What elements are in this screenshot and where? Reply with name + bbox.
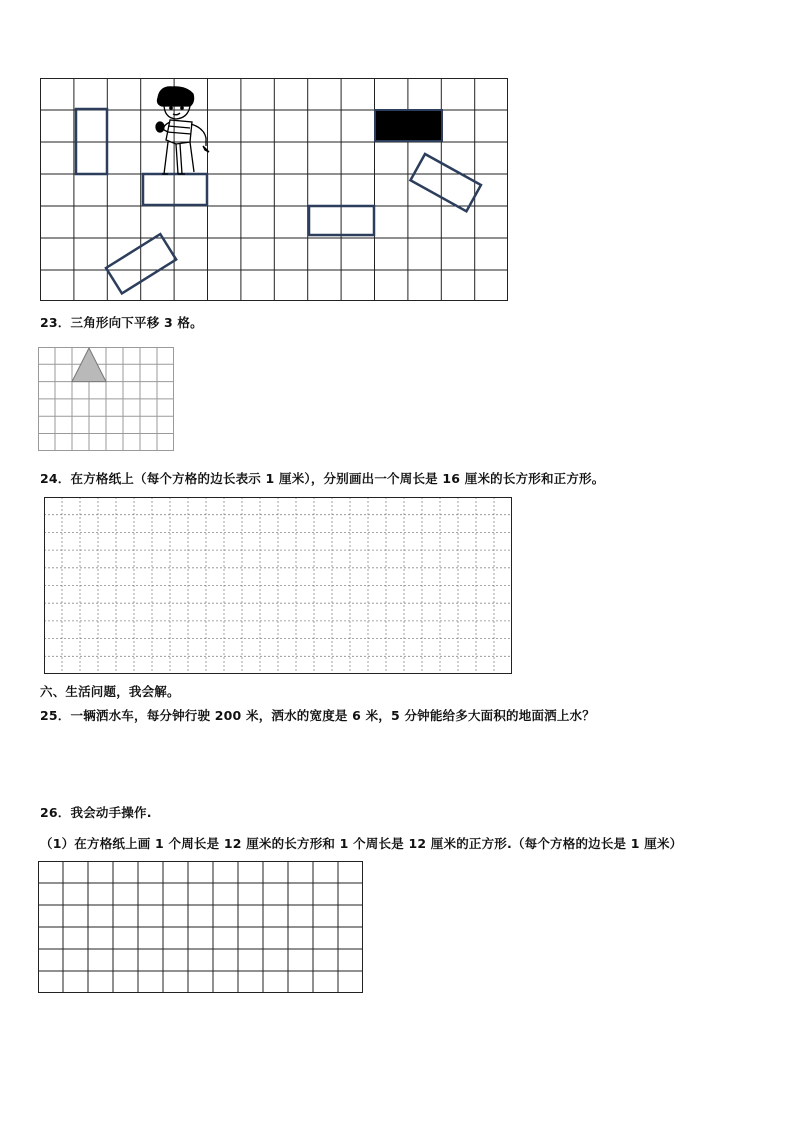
tilted-rectangle-right xyxy=(410,154,481,211)
question-23-text: 23．三角形向下平移 3 格。 xyxy=(40,315,203,330)
question-26-part1-text: （1）在方格纸上画 1 个周长是 12 厘米的长方形和 1 个周长是 12 厘米的正方形.（每个方格的边长是 1 厘米） xyxy=(40,836,683,851)
answer-grid xyxy=(38,861,364,994)
dotted-grid-paper xyxy=(44,497,514,675)
section-6-heading: 六、生活问题，我会解。 xyxy=(40,684,180,699)
shapes-grid-figure xyxy=(40,78,510,302)
black-rectangle xyxy=(375,110,442,141)
question-25-text: 25．一辆洒水车，每分钟行驶 200 米，洒水的宽度是 6 米，5 分钟能给多大面积的地面洒上水？ xyxy=(40,708,595,723)
question-24-text: 24．在方格纸上（每个方格的边长表示 1 厘米），分别画出一个周长是 16 厘米的长方形和正方形。 xyxy=(40,471,605,486)
boy-figure-icon xyxy=(156,87,209,174)
triangle-grid xyxy=(38,347,174,451)
horizontal-rectangle-middle xyxy=(143,174,207,205)
question-26-text: 26．我会动手操作. xyxy=(40,805,152,820)
